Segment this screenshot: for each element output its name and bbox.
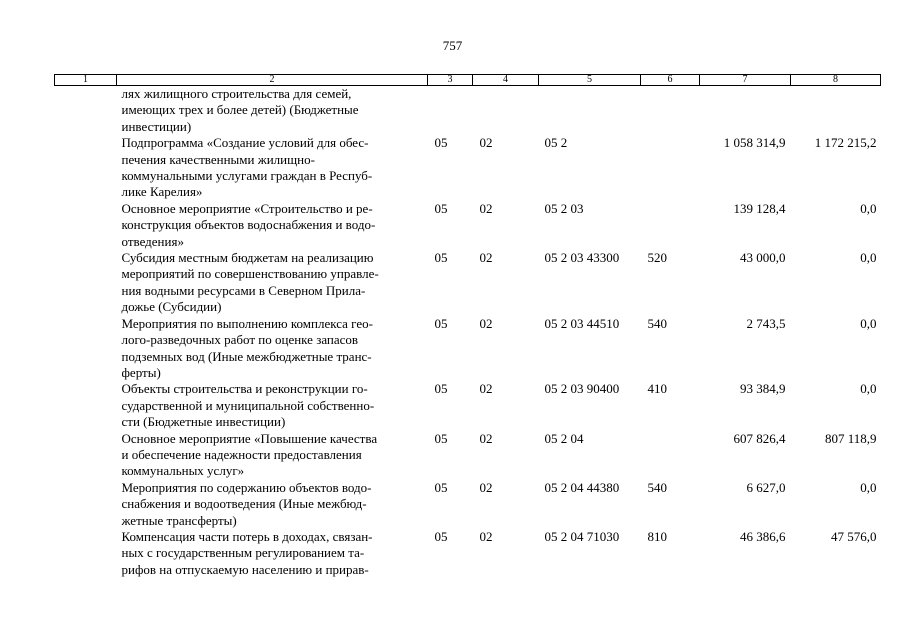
sum-year-1-cell: 139 128,4 [733, 200, 786, 216]
sum-year-1-cell: 93 384,9 [740, 381, 786, 397]
item-name-line: коммунальных услуг» [121, 463, 245, 479]
target-article-cell: 05 2 03 44510 [544, 315, 620, 331]
item-name-line: имеющих трех и более детей) (Бюджетные [121, 102, 359, 118]
budget-table [54, 74, 881, 578]
row-number-cell [55, 316, 117, 382]
item-name-line: Основное мероприятие «Строительство и ре- [121, 200, 373, 216]
section-cell: 05 [434, 528, 448, 544]
target-article-cell: 05 2 04 44380 [544, 479, 620, 495]
expense-type-cell: 520 [647, 250, 667, 266]
item-name-line: сударственной и муниципальной собственно- [121, 397, 375, 413]
item-name-cell [117, 86, 428, 136]
column-number-8: 8 [791, 75, 881, 86]
row-number-cell [55, 480, 117, 529]
section-cell: 05 [434, 315, 448, 331]
item-name-line: Мероприятия по выполнению комплекса гео- [121, 315, 373, 331]
subsection-cell: 02 [479, 381, 493, 397]
column-number-5: 5 [539, 75, 641, 86]
sum-year-1-cell [700, 86, 791, 136]
column-number-1: 1 [55, 75, 117, 86]
table-row [55, 135, 881, 201]
row-number-cell [55, 250, 117, 316]
expense-type-cell: 410 [647, 381, 667, 397]
item-name-cell [117, 529, 428, 578]
table-row [55, 529, 881, 578]
row-number-cell [55, 201, 117, 250]
table-row [55, 480, 881, 529]
item-name-line: жетные трансферты) [121, 512, 237, 528]
table-row [55, 86, 881, 136]
item-name-line: снабжения и водоотведения (Иные межбюд- [121, 496, 367, 512]
subsection-cell: 02 [479, 479, 493, 495]
item-name-line: Субсидия местным бюджетам на реализацию [121, 250, 374, 266]
item-name-line: лике Карелия» [121, 184, 203, 200]
sum-year-2-cell: 807 118,9 [824, 430, 877, 446]
column-number-4: 4 [473, 75, 539, 86]
target-article-cell [539, 86, 641, 136]
item-name-line: Компенсация части потерь в доходах, связан- [121, 528, 373, 544]
item-name-line: отведения» [121, 233, 184, 249]
item-name-cell [117, 250, 428, 316]
expense-type-cell [641, 431, 700, 480]
subsection-cell: 02 [479, 430, 493, 446]
table-row [55, 250, 881, 316]
sum-year-2-cell: 0,0 [860, 381, 877, 397]
item-name-line: Мероприятия по содержанию объектов водо- [121, 479, 372, 495]
sum-year-1-cell: 607 826,4 [733, 430, 786, 446]
sum-year-1-cell: 1 058 314,9 [723, 135, 786, 151]
item-name-cell [117, 431, 428, 480]
subsection-cell: 02 [479, 200, 493, 216]
section-cell [428, 86, 473, 136]
subsection-cell [473, 86, 539, 136]
target-article-cell: 05 2 [544, 135, 568, 151]
item-name-line: мероприятий по совершенствованию управле- [121, 266, 379, 282]
item-name-cell [117, 381, 428, 430]
item-name-line: коммунальными услугами граждан в Респуб- [121, 168, 373, 184]
item-name-line: Подпрограмма «Создание условий для обес- [121, 135, 369, 151]
subsection-cell: 02 [479, 528, 493, 544]
item-name-line: инвестиции) [121, 118, 192, 134]
row-number-cell [55, 86, 117, 136]
section-cell: 05 [434, 135, 448, 151]
sum-year-2-cell: 0,0 [860, 479, 877, 495]
column-number-3: 3 [428, 75, 473, 86]
item-name-line: лях жилищного строительства для семей, [121, 86, 352, 101]
item-name-line: рифов на отпускаемую населению и прирав- [121, 561, 369, 577]
section-cell: 05 [434, 250, 448, 266]
item-name-line: печения качественными жилищно- [121, 151, 315, 167]
item-name-line: ферты) [121, 364, 161, 380]
table-body [55, 86, 881, 579]
item-name-cell [117, 201, 428, 250]
item-name-line: конструкция объектов водоснабжения и водо- [121, 217, 376, 233]
sum-year-2-cell: 47 576,0 [831, 528, 877, 544]
subsection-cell: 02 [479, 135, 493, 151]
column-number-2: 2 [117, 75, 428, 86]
subsection-cell: 02 [479, 315, 493, 331]
subsection-cell: 02 [479, 250, 493, 266]
item-name-line: лого-разведочных работ по оценке запасов [121, 332, 359, 348]
item-name-cell [117, 135, 428, 201]
target-article-cell: 05 2 03 [544, 200, 584, 216]
item-name-line: Основное мероприятие «Повышение качества [121, 430, 378, 446]
table-row [55, 316, 881, 382]
column-number-6: 6 [641, 75, 700, 86]
item-name-line: и обеспечение надежности предоставления [121, 446, 362, 462]
section-cell: 05 [434, 200, 448, 216]
section-cell: 05 [434, 479, 448, 495]
target-article-cell: 05 2 04 71030 [544, 528, 620, 544]
row-number-cell [55, 381, 117, 430]
row-number-cell [55, 431, 117, 480]
section-cell: 05 [434, 430, 448, 446]
sum-year-1-cell: 43 000,0 [740, 250, 786, 266]
item-name-line: Объекты строительства и реконструкции го- [121, 381, 368, 397]
expense-type-cell: 810 [647, 528, 667, 544]
expense-type-cell: 540 [647, 315, 667, 331]
section-cell: 05 [434, 381, 448, 397]
table-row [55, 381, 881, 430]
item-name-line: ния водными ресурсами в Северном Прила- [121, 282, 366, 298]
sum-year-2-cell: 1 172 215,2 [814, 135, 877, 151]
item-name-line: подземных вод (Иные межбюджетные транс- [121, 348, 372, 364]
sum-year-1-cell: 6 627,0 [746, 479, 786, 495]
item-name-line: сти (Бюджетные инвестиции) [121, 414, 286, 430]
sum-year-1-cell: 2 743,5 [746, 315, 786, 331]
sum-year-2-cell [791, 86, 881, 136]
item-name-line: дожье (Субсидии) [121, 299, 222, 315]
expense-type-cell: 540 [647, 479, 667, 495]
column-number-7: 7 [700, 75, 791, 86]
target-article-cell: 05 2 04 [544, 430, 584, 446]
target-article-cell: 05 2 03 43300 [544, 250, 620, 266]
sum-year-2-cell: 0,0 [860, 315, 877, 331]
expense-type-cell [641, 135, 700, 201]
sum-year-2-cell: 0,0 [860, 200, 877, 216]
table-header [55, 75, 881, 86]
expense-type-cell [641, 201, 700, 250]
item-name-cell [117, 480, 428, 529]
sum-year-1-cell: 46 386,6 [740, 528, 786, 544]
table-row [55, 201, 881, 250]
target-article-cell: 05 2 03 90400 [544, 381, 620, 397]
row-number-cell [55, 529, 117, 578]
table-row [55, 431, 881, 480]
page-number: 757 [442, 38, 463, 53]
row-number-cell [55, 135, 117, 201]
expense-type-cell [641, 86, 700, 136]
sum-year-2-cell: 0,0 [860, 250, 877, 266]
item-name-line: ных с государственным регулированием та- [121, 545, 365, 561]
item-name-cell [117, 316, 428, 382]
